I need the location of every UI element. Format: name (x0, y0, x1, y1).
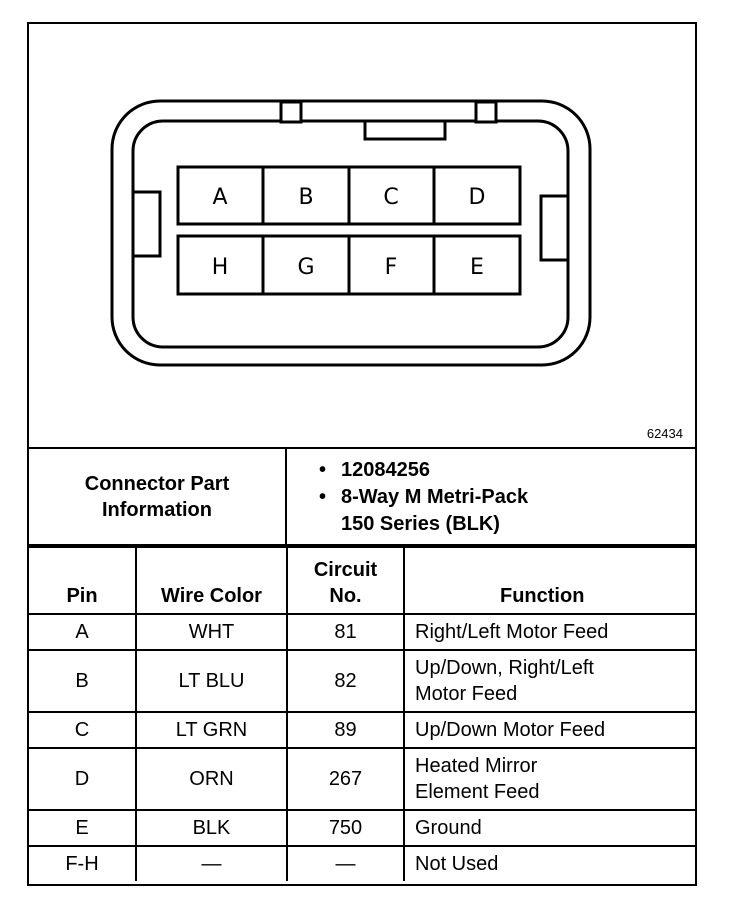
cell-pin: B (29, 650, 136, 712)
cell-wire-color: LT BLU (136, 650, 287, 712)
part-number: 12084256 (341, 459, 430, 481)
header-wire-color: Wire Color (136, 547, 287, 614)
cell-function: Right/Left Motor Feed (404, 614, 695, 650)
bullet-icon: • (319, 486, 327, 508)
header-pin: Pin (29, 547, 136, 614)
pin-label-b: B (298, 185, 314, 210)
description-item (319, 484, 528, 511)
cell-circuit: 81 (287, 614, 404, 650)
cell-circuit: — (287, 846, 404, 881)
header-circuit (287, 547, 404, 614)
cell-wire-color: BLK (136, 810, 287, 846)
table-row (29, 614, 695, 650)
connector-face-drawing (29, 24, 695, 447)
cell-wire-color: WHT (136, 614, 287, 650)
cell-pin: F-H (29, 846, 136, 881)
description-line2: 150 Series (BLK) (341, 513, 500, 535)
table-row (29, 748, 695, 810)
info-label-line1: Connector Part (84, 472, 230, 495)
connector-diagram (29, 24, 695, 447)
cell-function (404, 650, 695, 712)
cell-circuit: 89 (287, 712, 404, 748)
info-label-line2: Information (102, 498, 212, 521)
info-list (319, 457, 528, 538)
header-circuit-line2: No. (329, 585, 362, 607)
cell-function: Up/Down Motor Feed (404, 712, 695, 748)
cell-function: Not Used (404, 846, 695, 881)
cell-function: Ground (404, 810, 695, 846)
table-row (29, 846, 695, 881)
cell-pin: C (29, 712, 136, 748)
cell-circuit: 267 (287, 748, 404, 810)
function-line1: Up/Down, Right/Left (415, 657, 594, 679)
pin-label-h: H (211, 255, 229, 280)
connector-sheet (27, 22, 697, 886)
pin-label-a: A (212, 185, 228, 210)
description-line1: 8-Way M Metri-Pack (341, 486, 529, 508)
pin-label-g: G (297, 255, 315, 280)
cell-circuit: 82 (287, 650, 404, 712)
pin-label-e: E (470, 255, 484, 280)
cell-pin: E (29, 810, 136, 846)
bullet-icon: • (319, 459, 327, 481)
table-row (29, 712, 695, 748)
figure-number: 62434 (646, 426, 683, 441)
pin-label-d: D (468, 185, 486, 210)
table-header-row (29, 547, 695, 614)
cell-wire-color: — (136, 846, 287, 881)
info-label (29, 449, 287, 544)
function-line2: Motor Feed (415, 683, 518, 705)
cell-circuit: 750 (287, 810, 404, 846)
header-circuit-line1: Circuit (313, 559, 378, 581)
cell-pin: A (29, 614, 136, 650)
cell-wire-color: LT GRN (136, 712, 287, 748)
header-function: Function (404, 547, 695, 614)
pin-label-c: C (383, 185, 399, 210)
table-row (29, 650, 695, 712)
pin-table (29, 546, 695, 881)
function-line2: Element Feed (415, 781, 540, 803)
function-line1: Heated Mirror (415, 755, 538, 777)
cell-wire-color: ORN (136, 748, 287, 810)
table-row (29, 810, 695, 846)
connector-part-info (29, 447, 695, 546)
part-number-item (319, 457, 528, 484)
cell-pin: D (29, 748, 136, 810)
pin-label-f: F (384, 255, 398, 280)
cell-function (404, 748, 695, 810)
